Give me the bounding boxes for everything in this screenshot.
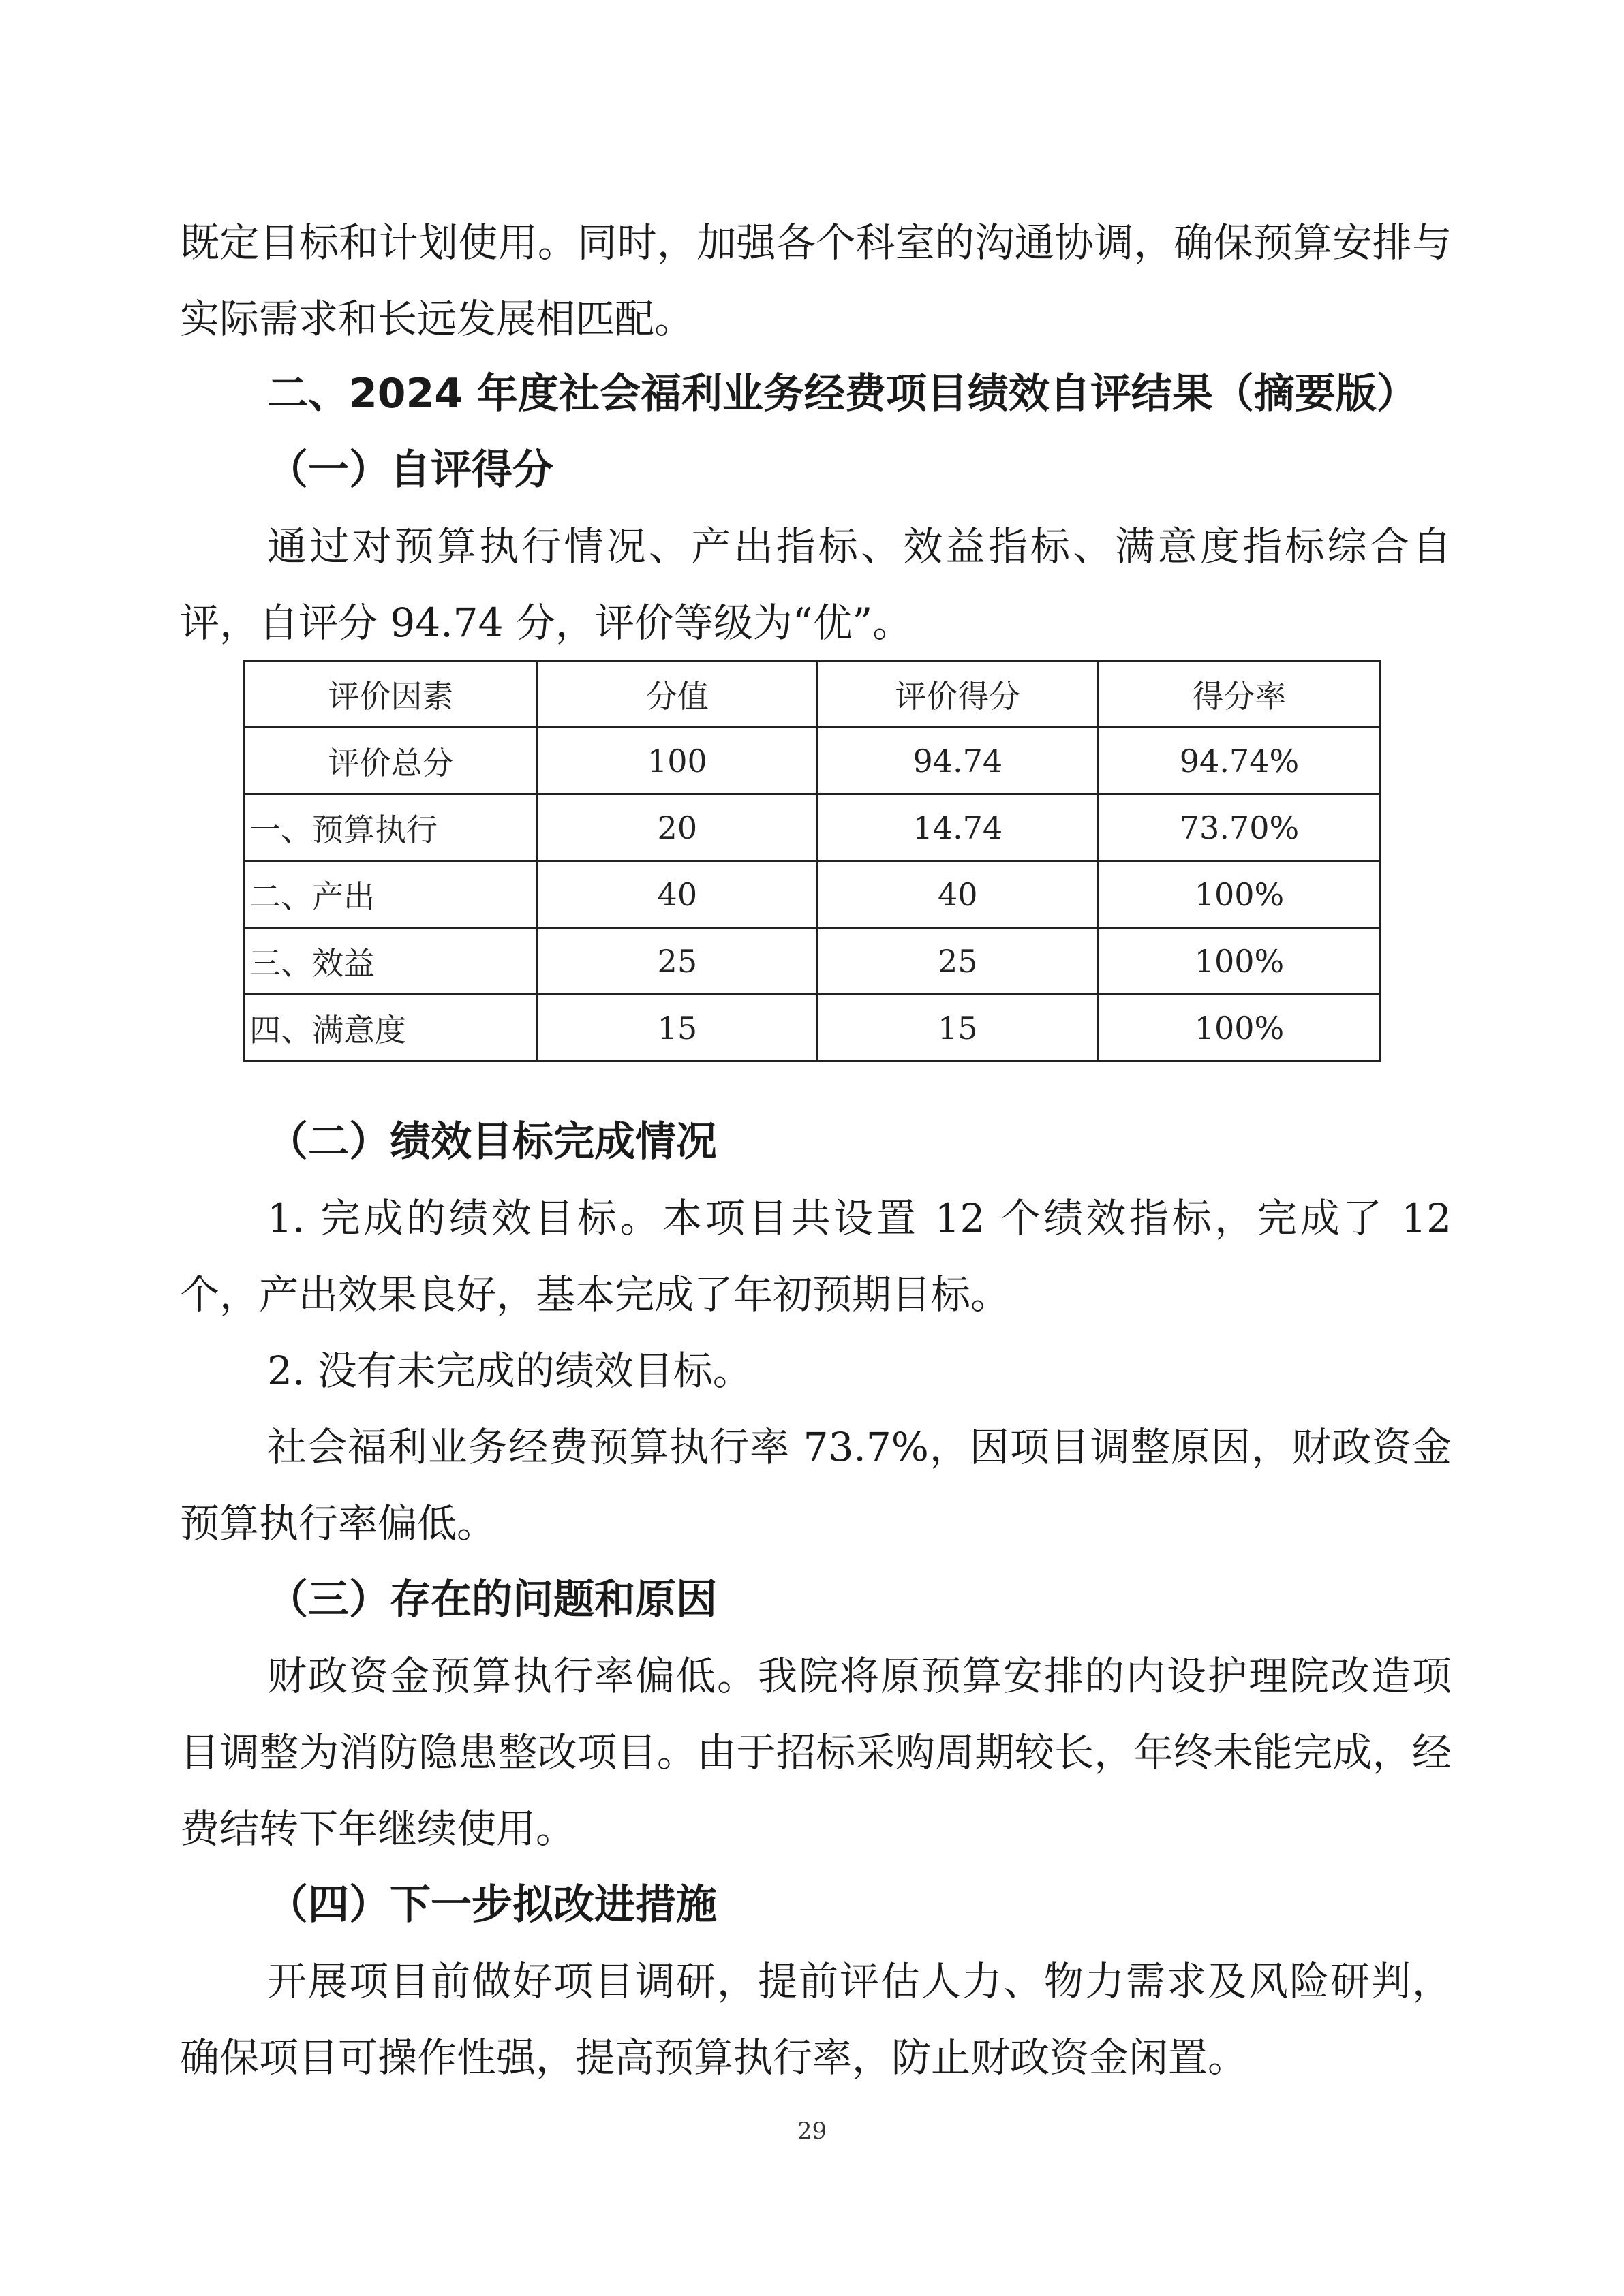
paragraph-execution-rate: 社会福利业务经费预算执行率 73.7%，因项目调整原因，财政资金预算执行率偏低。 — [180, 1424, 1452, 1547]
score-table — [243, 660, 1381, 1062]
table-cell: 100 — [538, 728, 818, 794]
table-cell: 评价总分 — [245, 728, 538, 794]
paragraph-self-score: 通过对预算执行情况、产出指标、效益指标、满意度指标综合自评，自评分 94.74 分，评价等级为“优”。 — [180, 523, 1452, 646]
table-cell: 14.74 — [817, 794, 1098, 861]
table-row — [245, 995, 1381, 1061]
table-cell: 25 — [817, 928, 1098, 995]
table-cell: 一、预算执行 — [245, 794, 538, 861]
table-header-factor: 评价因素 — [245, 661, 538, 728]
table-row — [245, 861, 1381, 928]
paragraph-continuation: 既定目标和计划使用。同时，加强各个科室的沟通协调，确保预算安排与实际需求和长远发展相匹配。 — [180, 219, 1452, 342]
table-row — [245, 928, 1381, 995]
table-cell: 100% — [1098, 928, 1380, 995]
paragraph-problems: 财政资金预算执行率偏低。我院将原预算安排的内设护理院改造项目调整为消防隐患整改项目。由于招标采购周期较长，年终未能完成，经费结转下年继续使用。 — [180, 1653, 1452, 1852]
subheading-self-score: （一）自评得分 — [267, 446, 553, 494]
table-cell: 100% — [1098, 995, 1380, 1061]
table-cell: 100% — [1098, 861, 1380, 928]
paragraph-uncompleted-goals: 2. 没有未完成的绩效目标。 — [267, 1348, 752, 1394]
table-cell: 15 — [538, 995, 818, 1061]
table-cell: 40 — [538, 861, 818, 928]
subheading-goal-completion: （二）绩效目标完成情况 — [267, 1118, 717, 1166]
table-header-points: 分值 — [538, 661, 818, 728]
subheading-improvements: （四）下一步拟改进措施 — [267, 1881, 717, 1929]
table-cell: 94.74 — [817, 728, 1098, 794]
table-cell: 15 — [817, 995, 1098, 1061]
paragraph-completed-goals: 1. 完成的绩效目标。本项目共设置 12 个绩效指标，完成了 12 个，产出效果良好，基本完成了年初预期目标。 — [180, 1195, 1452, 1318]
table-cell: 20 — [538, 794, 818, 861]
table-cell: 94.74% — [1098, 728, 1380, 794]
table-row — [245, 728, 1381, 794]
table-header-row — [245, 661, 1381, 728]
subheading-problems: （三）存在的问题和原因 — [267, 1576, 717, 1624]
table-cell: 73.70% — [1098, 794, 1380, 861]
table-header-score: 评价得分 — [817, 661, 1098, 728]
table-header-rate: 得分率 — [1098, 661, 1380, 728]
table-cell: 40 — [817, 861, 1098, 928]
table-row — [245, 794, 1381, 861]
table-cell: 二、产出 — [245, 861, 538, 928]
section-heading-2024-results: 二、2024 年度社会福利业务经费项目绩效自评结果（摘要版） — [267, 370, 1418, 418]
paragraph-improvements: 开展项目前做好项目调研，提前评估人力、物力需求及风险研判，确保项目可操作性强，提高预算执行率，防止财政资金闲置。 — [180, 1958, 1452, 2081]
table-cell: 四、满意度 — [245, 995, 538, 1061]
table-cell: 三、效益 — [245, 928, 538, 995]
table-cell: 25 — [538, 928, 818, 995]
page-number: 29 — [797, 2117, 827, 2145]
